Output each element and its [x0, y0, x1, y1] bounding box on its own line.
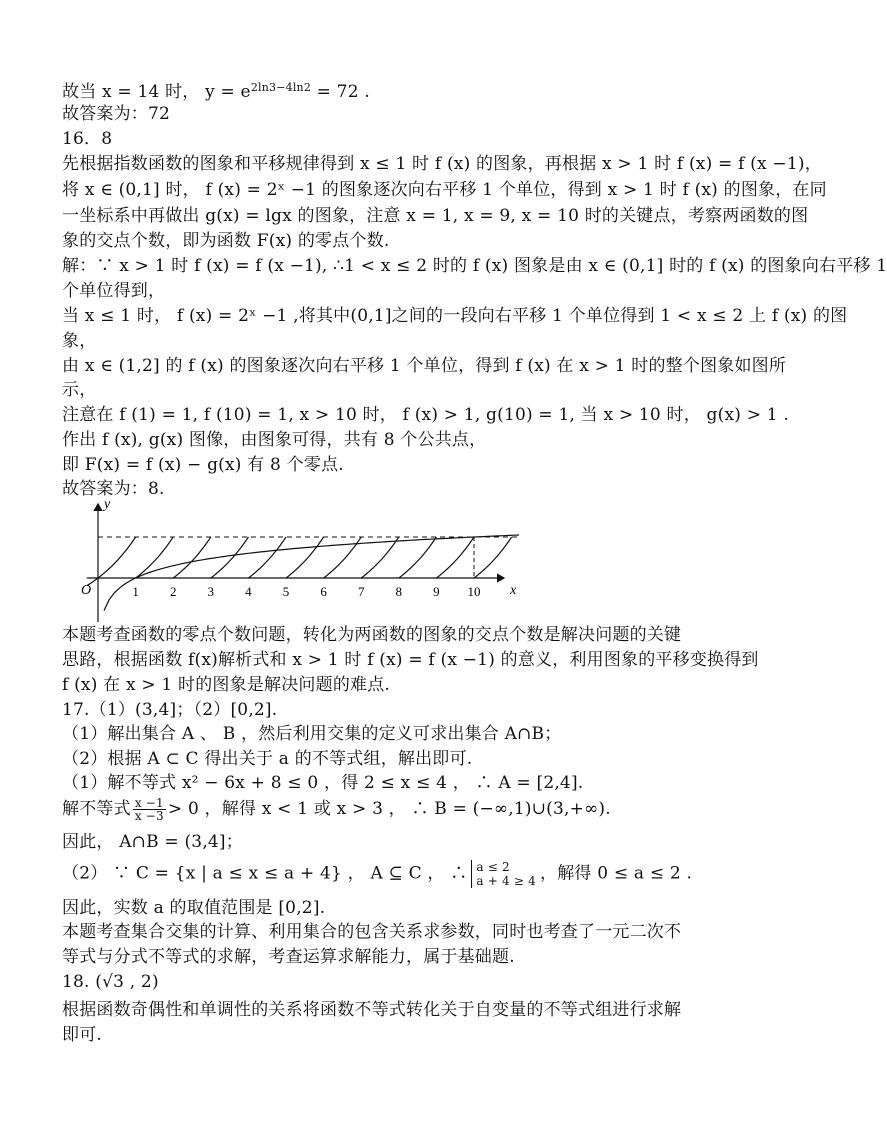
- fraction: $\frac{x -1}{x -3}$: [134, 796, 164, 823]
- series-f-piece: [286, 537, 324, 578]
- x-tick-label: 5: [282, 584, 290, 599]
- problem-number: 17.（1）(3,4]；（2）[0,2].: [62, 700, 278, 720]
- problem-number: 18. (√3 , 2): [62, 972, 159, 992]
- series-f-piece: [474, 537, 512, 578]
- x-tick-label: 6: [320, 584, 327, 599]
- text-line: 个单位得到，: [62, 281, 166, 301]
- text-line: 根据函数奇偶性和单调性的关系将函数不等式转化关于自变量的不等式组进行求解: [62, 1000, 682, 1020]
- text-line: 故当 x = 14 时， $y = e^{2ln3-4ln2} = 72$ .: [62, 81, 370, 102]
- text-line: 故答案为：72: [62, 104, 171, 124]
- x-axis-label: x: [510, 583, 517, 598]
- inequality-system: a ≤ 2 a + 4 ≥ 4: [471, 860, 536, 888]
- problem-number: 16．8: [62, 129, 113, 149]
- text-line: （1）解出集合 A 、 B ，然后利用交集的定义可求出集合 A∩B；: [62, 724, 562, 744]
- text-line: 当 x ≤ 1 时， f (x) = 2ˣ −1 ,将其中(0,1]之间的一段向右平移 1 个单位得到 1 < x ≤ 2 上 f (x) 的图: [62, 306, 848, 326]
- text-line: 思路，根据函数 f(x)解析式和 x > 1 时 f (x) = f (x −1) 的意义，利用图象的平移变换得到: [62, 650, 759, 670]
- text-line: 即 F(x) = f (x) − g(x) 有 8 个零点.: [62, 455, 344, 475]
- x-tick-label: 2: [169, 584, 177, 599]
- text-line: （2）根据 A ⊂ C 得出关于 a 的不等式组，解出即可.: [62, 749, 473, 769]
- text-line: 注意在 f (1) = 1, f (10) = 1, x > 10 时， f (x) > 1, g(10) = 1, 当 x > 10 时， g(x) > 1 .: [62, 405, 789, 425]
- text-line: 象，: [62, 331, 97, 351]
- text-line: 象的交点个数，即为函数 F(x) 的零点个数.: [62, 231, 390, 251]
- text-line: 由 x ∈ (1,2] 的 f (x) 的图象逐次向右平移 1 个单位，得到 f (x) 在 x > 1 时的整个图象如图所: [62, 356, 787, 376]
- series-f-piece: [436, 537, 474, 578]
- y-axis-label: y: [104, 497, 111, 512]
- text-line: 因此，实数 a 的取值范围是 [0,2].: [62, 898, 326, 918]
- series-f-piece: [173, 537, 211, 578]
- text-line: 示，: [62, 380, 97, 400]
- x-tick-label: 3: [207, 584, 215, 599]
- x-tick-label: 9: [433, 584, 440, 599]
- series-f-piece: [399, 537, 437, 578]
- text-line: 即可.: [62, 1025, 103, 1045]
- text-line: 一坐标系中再做出 g(x) = lgx 的图象，注意 x = 1, x = 9, x = 10 时的关键点，考察两函数的图: [62, 206, 809, 226]
- x-tick-label: 7: [357, 584, 365, 599]
- x-tick-label: 10: [467, 584, 481, 599]
- text-line: 本题考查集合交集的计算、利用集合的包含关系求参数，同时也考查了一元二次不: [62, 922, 682, 942]
- series-f-piece: [136, 537, 174, 578]
- text-line: 解不等式 $\frac{x -1}{x -3}$ > 0 ，解得 x < 1 或 x > 3 ， ∴ B = (−∞,1)∪(3,+∞).: [62, 796, 611, 823]
- text-line: 因此， A∩B = (3,4]；: [62, 832, 243, 852]
- text-line: 将 x ∈ (0,1] 时， f (x) = 2ˣ −1 的图象逐次向右平移 1 个单位，得到 x > 1 时 f (x) 的图象，在同: [62, 180, 827, 200]
- series-f-piece: [248, 537, 286, 578]
- text-line: 作出 f (x), g(x) 图像，由图象可得，共有 8 个公共点，: [62, 430, 487, 450]
- text-line: 等式与分式不等式的求解，考查运算求解能力，属于基础题.: [62, 947, 515, 967]
- text-line: 解：∵ x > 1 时 f (x) = f (x −1), ∴1 < x ≤ 2 时的 f (x) 图象是由 x ∈ (0,1] 时的 f (x) 的图象向右平移 1: [62, 256, 887, 276]
- text-line: 本题考查函数的零点个数问题，转化为两函数的图象的交点个数是解决问题的关键: [62, 625, 682, 645]
- text-line: f (x) 在 x > 1 时的图象是解决问题的难点.: [62, 675, 391, 695]
- text-line: 先根据指数函数的图象和平移规律得到 x ≤ 1 时 f (x) 的图象，再根据 x > 1 时 f (x) = f (x −1)，: [62, 154, 822, 174]
- function-graph: [62, 496, 532, 624]
- text-line: 故答案为：8.: [62, 479, 165, 499]
- origin-label: O: [80, 583, 92, 598]
- text-line: （2） ∵ C = {x | a ≤ x ≤ a + 4} ， A ⊆ C ， ∴ a ≤ 2 a + 4 ≥ 4 ，解得 0 ≤ a ≤ 2 .: [62, 860, 693, 888]
- x-tick-label: 1: [132, 584, 139, 599]
- x-tick-label: 4: [245, 584, 252, 599]
- x-tick-label: 8: [395, 584, 403, 599]
- text-line: （1）解不等式 x² − 6x + 8 ≤ 0 ，得 2 ≤ x ≤ 4 ， ∴ A = [2,4].: [62, 773, 584, 793]
- series-f-piece: [324, 537, 362, 578]
